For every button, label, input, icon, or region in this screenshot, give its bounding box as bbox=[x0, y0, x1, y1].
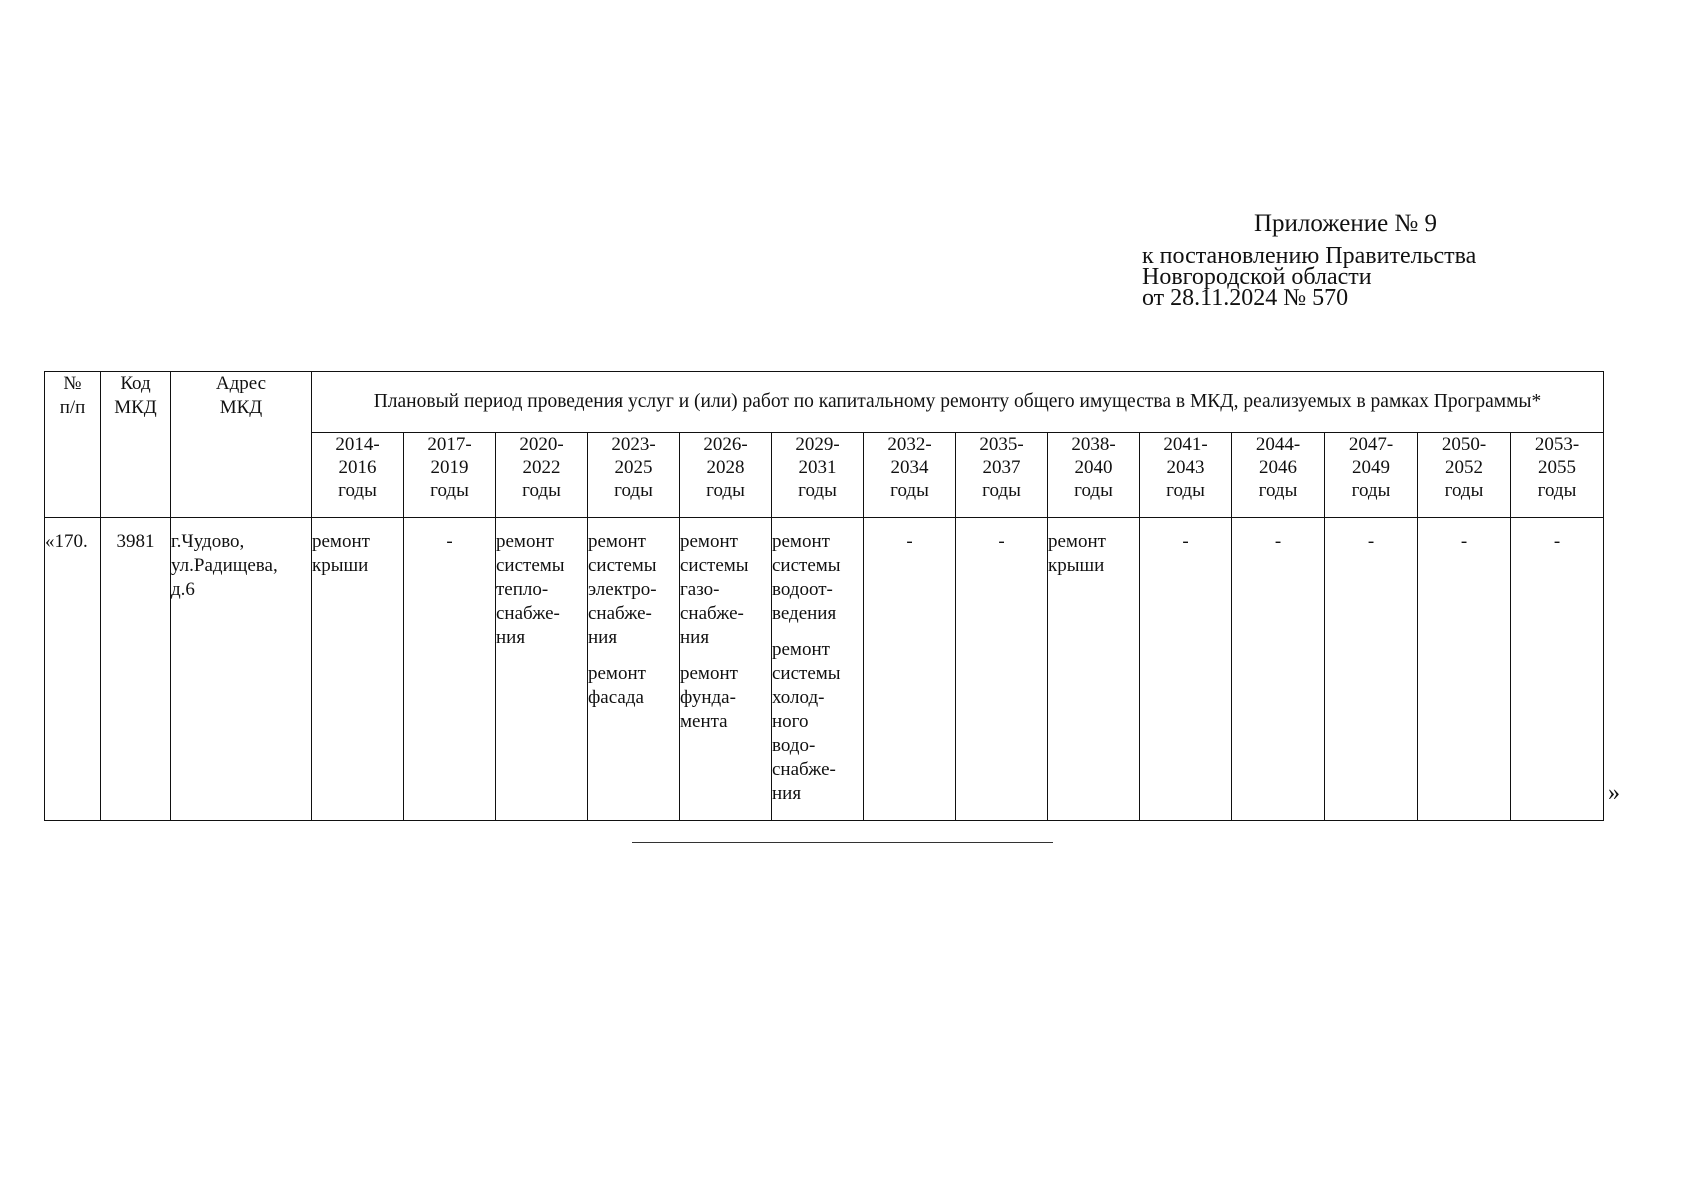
work-text-line: - bbox=[906, 531, 913, 552]
header-period-line: годы bbox=[338, 480, 377, 501]
work-text-line: ремонт bbox=[772, 639, 830, 660]
work-text-line: ремонт bbox=[1048, 531, 1106, 552]
work-text-line: фасада bbox=[588, 687, 644, 708]
work-text-line: ного bbox=[772, 711, 809, 732]
header-period-line: годы bbox=[522, 480, 561, 501]
work-text-line: - bbox=[1460, 531, 1468, 552]
header-period-line: 2046 bbox=[1259, 457, 1297, 478]
header-period-12 bbox=[1418, 433, 1511, 518]
work-text-line: газо- bbox=[680, 579, 720, 600]
header-period-line: 2043 bbox=[1166, 457, 1205, 478]
header-period-line: годы bbox=[890, 480, 929, 501]
header-period-line: 2016 bbox=[338, 457, 377, 478]
header-period-line: 2049 bbox=[1352, 457, 1390, 478]
work-text-line: ремонт bbox=[772, 531, 830, 552]
work-text-line: системы bbox=[496, 555, 565, 576]
header-period-line: 2047- bbox=[1348, 434, 1394, 455]
header-period-11 bbox=[1325, 433, 1418, 518]
work-item bbox=[864, 530, 955, 554]
work-item bbox=[1048, 530, 1139, 578]
header-row-top bbox=[45, 372, 1604, 433]
work-text-line: водо- bbox=[772, 735, 816, 756]
header-period-line: 2020- bbox=[519, 434, 564, 455]
header-period-line: 2031 bbox=[798, 457, 837, 478]
address-line-2: ул.Радищева, bbox=[171, 555, 278, 576]
header-num-line-1: № bbox=[63, 373, 82, 394]
work-cell-13 bbox=[1511, 518, 1604, 821]
bottom-divider bbox=[632, 842, 1053, 843]
work-text-line: - bbox=[446, 531, 453, 552]
work-text-line: - bbox=[1553, 531, 1561, 552]
work-text-line: - bbox=[1274, 531, 1282, 552]
work-text-line: ремонт bbox=[588, 663, 646, 684]
work-cell-0 bbox=[312, 518, 404, 821]
work-text-line: ремонт bbox=[496, 531, 554, 552]
header-period-10 bbox=[1232, 433, 1325, 518]
header-period-line: 2040 bbox=[1074, 457, 1113, 478]
header-planned-period: Плановый период проведения услуг и (или) работ по капитальному ремонту общего имущества в МКД, реализуемых в рамках Программы* bbox=[312, 372, 1604, 433]
header-period-line: 2035- bbox=[979, 434, 1024, 455]
work-item bbox=[1511, 530, 1603, 554]
header-period-line: 2034 bbox=[890, 457, 929, 478]
work-item bbox=[956, 530, 1047, 554]
work-cell-1 bbox=[404, 518, 496, 821]
work-cell-4 bbox=[680, 518, 772, 821]
header-period-line: годы bbox=[1351, 480, 1391, 501]
work-text-line: крыши bbox=[1048, 555, 1105, 576]
work-text-line: - bbox=[1182, 531, 1189, 552]
header-period-line: 2029- bbox=[795, 434, 840, 455]
repair-schedule-table bbox=[44, 371, 1604, 821]
row-address bbox=[171, 518, 312, 821]
work-text-line: холод- bbox=[772, 687, 825, 708]
work-item bbox=[680, 662, 771, 734]
header-period-line: годы bbox=[614, 480, 653, 501]
row-num: «170. bbox=[45, 518, 101, 821]
work-cell-6 bbox=[864, 518, 956, 821]
address-line-1: г.Чудово, bbox=[171, 531, 245, 552]
work-cell-7 bbox=[956, 518, 1048, 821]
header-period-line: годы bbox=[1074, 480, 1113, 501]
work-text-line: системы bbox=[772, 663, 841, 684]
header-period-line: 2022 bbox=[522, 457, 561, 478]
work-item bbox=[772, 638, 863, 806]
header-period-line: 2019 bbox=[430, 457, 469, 478]
header-period-line: 2032- bbox=[887, 434, 932, 455]
header-period-line: годы bbox=[1444, 480, 1484, 501]
work-text-line: мента bbox=[680, 711, 728, 732]
header-period-line: 2038- bbox=[1071, 434, 1116, 455]
work-item bbox=[404, 530, 495, 554]
work-cell-3 bbox=[588, 518, 680, 821]
annex-header bbox=[1142, 210, 1582, 309]
header-period-line: 2053- bbox=[1534, 434, 1580, 455]
work-item bbox=[1325, 530, 1417, 554]
work-text-line: ремонт bbox=[312, 531, 370, 552]
work-text-line: ремонт bbox=[680, 531, 738, 552]
work-text-line: ния bbox=[680, 627, 710, 648]
work-text-line: тепло- bbox=[496, 579, 549, 600]
work-item bbox=[1232, 530, 1324, 554]
header-code bbox=[101, 372, 171, 518]
header-period-line: годы bbox=[1166, 480, 1205, 501]
header-period-line: 2055 bbox=[1538, 457, 1576, 478]
header-period-line: годы bbox=[1537, 480, 1577, 501]
work-item bbox=[588, 662, 679, 710]
header-period-6 bbox=[864, 433, 956, 518]
annex-title: Приложение № 9 bbox=[1254, 210, 1438, 237]
header-period-line: 2037 bbox=[982, 457, 1021, 478]
work-text-line: ведения bbox=[772, 603, 837, 624]
header-period-line: годы bbox=[982, 480, 1021, 501]
header-period-line: 2028 bbox=[706, 457, 745, 478]
work-text-line: снабже- bbox=[496, 603, 560, 624]
header-period-line: годы bbox=[706, 480, 745, 501]
work-text-line: водоот- bbox=[772, 579, 833, 600]
header-period-line: 2052 bbox=[1445, 457, 1483, 478]
work-item bbox=[588, 530, 679, 650]
header-period-line: годы bbox=[1258, 480, 1298, 501]
work-text-line: системы bbox=[588, 555, 657, 576]
annex-line-2: Новгородской области bbox=[1142, 264, 1372, 290]
work-item bbox=[680, 530, 771, 650]
header-num-line-2: п/п bbox=[59, 397, 86, 418]
header-period-3 bbox=[588, 433, 680, 518]
header-period-2 bbox=[496, 433, 588, 518]
header-num bbox=[45, 372, 101, 518]
header-period-9 bbox=[1140, 433, 1232, 518]
header-period-line: 2041- bbox=[1163, 434, 1208, 455]
header-period-line: 2017- bbox=[427, 434, 472, 455]
work-text-line: ремонт bbox=[680, 663, 738, 684]
work-text-line: системы bbox=[772, 555, 841, 576]
header-period-4 bbox=[680, 433, 772, 518]
header-period-line: 2014- bbox=[335, 434, 380, 455]
work-text-line: - bbox=[998, 531, 1005, 552]
header-address-line-1: Адрес bbox=[215, 373, 267, 394]
header-code-line-2: МКД bbox=[114, 397, 157, 418]
work-text-line: крыши bbox=[312, 555, 369, 576]
work-cell-9 bbox=[1140, 518, 1232, 821]
work-text-line: ния bbox=[772, 783, 802, 804]
row-code: 3981 bbox=[101, 518, 171, 821]
work-text-line: ремонт bbox=[588, 531, 646, 552]
work-cell-12 bbox=[1418, 518, 1511, 821]
header-period-line: 2050- bbox=[1441, 434, 1487, 455]
work-text-line: ния bbox=[588, 627, 618, 648]
work-text-line: системы bbox=[680, 555, 749, 576]
header-code-line-1: Код bbox=[120, 373, 151, 394]
header-period-line: 2026- bbox=[703, 434, 748, 455]
header-period-8 bbox=[1048, 433, 1140, 518]
work-text-line: снабже- bbox=[680, 603, 744, 624]
header-period-5 bbox=[772, 433, 864, 518]
header-period-0 bbox=[312, 433, 404, 518]
work-item bbox=[1418, 530, 1510, 554]
work-cell-8 bbox=[1048, 518, 1140, 821]
header-period-line: годы bbox=[798, 480, 837, 501]
work-cell-11 bbox=[1325, 518, 1418, 821]
work-text-line: снабже- bbox=[588, 603, 652, 624]
work-text-line: снабже- bbox=[772, 759, 836, 780]
work-item bbox=[496, 530, 587, 650]
work-text-line: электро- bbox=[588, 579, 657, 600]
work-text-line: - bbox=[1367, 531, 1375, 552]
header-period-line: 2023- bbox=[611, 434, 656, 455]
work-item bbox=[1140, 530, 1231, 554]
header-address bbox=[171, 372, 312, 518]
header-period-13 bbox=[1511, 433, 1604, 518]
annex-line-1: к постановлению Правительства bbox=[1142, 243, 1477, 269]
header-period-line: 2044- bbox=[1255, 434, 1301, 455]
work-cell-10 bbox=[1232, 518, 1325, 821]
address-line-3: д.6 bbox=[171, 579, 195, 600]
work-item bbox=[312, 530, 403, 578]
annex-line-3: от 28.11.2024 № 570 bbox=[1142, 285, 1349, 311]
table-row bbox=[45, 518, 1604, 821]
work-text-line: ния bbox=[496, 627, 526, 648]
header-period-7 bbox=[956, 433, 1048, 518]
header-period-line: годы bbox=[430, 480, 469, 501]
work-item bbox=[772, 530, 863, 626]
closing-quote: » bbox=[1608, 780, 1620, 806]
header-period-line: 2025 bbox=[614, 457, 653, 478]
work-cell-5 bbox=[772, 518, 864, 821]
header-address-line-2: МКД bbox=[219, 397, 263, 418]
work-cell-2 bbox=[496, 518, 588, 821]
work-text-line: фунда- bbox=[680, 687, 736, 708]
header-period-1 bbox=[404, 433, 496, 518]
